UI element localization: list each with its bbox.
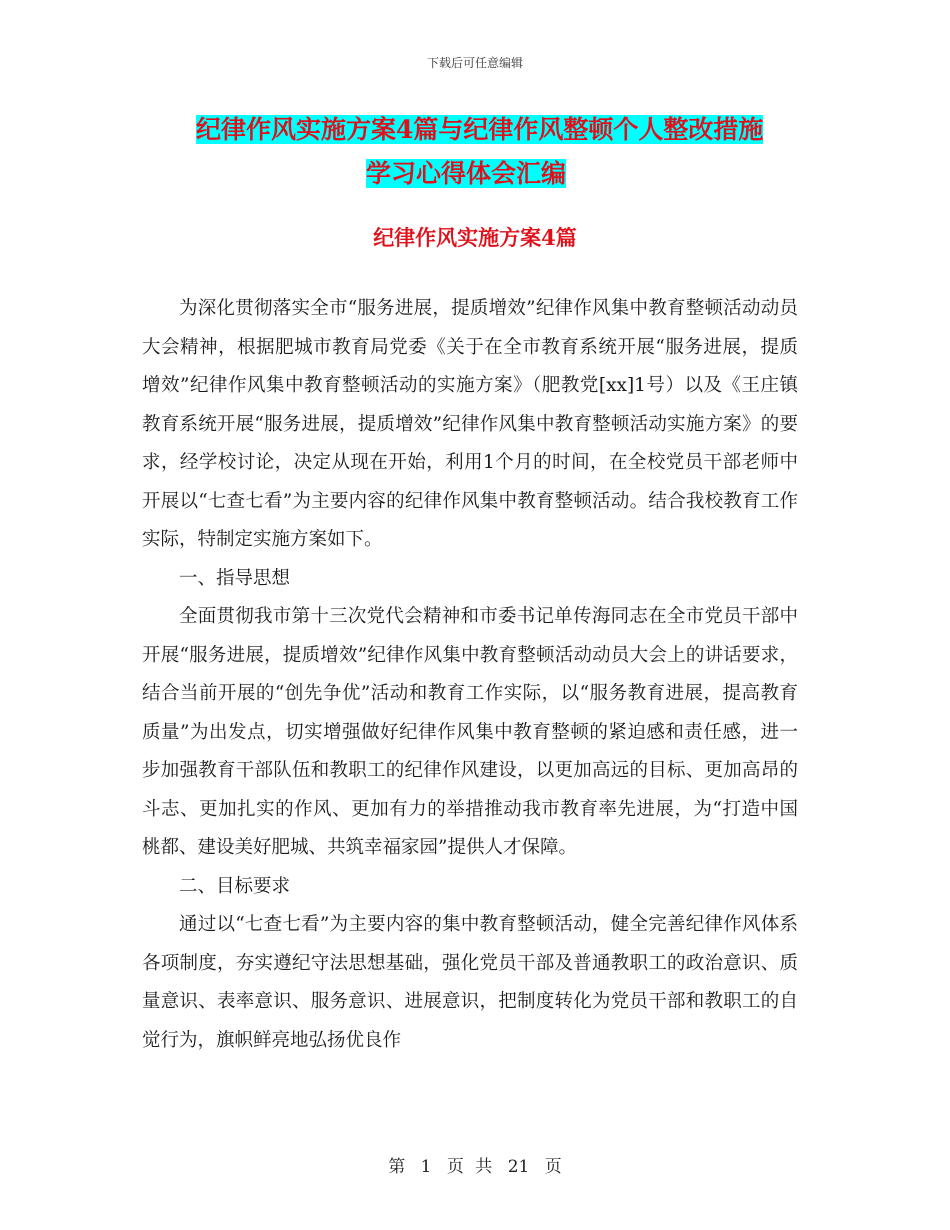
footer-middle: 页 共 — [446, 1157, 493, 1177]
heading-goals: 二、目标要求 — [179, 875, 291, 897]
footer-suffix: 页 — [544, 1157, 562, 1177]
paragraph: 全面贯彻我市第十三次党代会精神和市委书记单传海同志在全市党员干部中开展“服务进展，提质增效”纪律作风集中教育整顿活动动员大会上的讲话要求，结合当前开展的“创先争优”活动和教育工作实际，以“服务教育进展，提高教育质量”为出发点，切实增强做好纪律作风集中教育整顿的紧迫感和责任感，进一步加强教育干部队伍和教职工的纪律作风建设，以更加高远的目标、更加高昂的斗志、更加扎实的作风、更加有力的举措推动我市教育率先进展，为“打造中国桃都、建设美好肥城、共筑幸福家园”提供人才保障。 — [142, 606, 798, 858]
document-title — [196, 108, 806, 196]
total-page-count: 21 — [507, 1157, 530, 1177]
page-footer — [0, 1152, 950, 1177]
paragraph: 通过以“七查七看”为主要内容的集中教育整顿活动，健全完善纪律作风体系各项制度，夯实遵纪守法思想基础，强化党员干部及普通教职工的政治意识、质量意识、表率意识、服务意识、进展意识，把制度转化为党员干部和教职工的自觉行为，旗帜鲜亮地弘扬优良作 — [142, 914, 798, 1051]
heading-guiding-ideology: 一、指导思想 — [179, 567, 291, 589]
section-title: 纪律作风实施方案4篇 — [373, 225, 577, 250]
paragraph: 为深化贯彻落实全市“服务进展，提质增效”纪律作风集中教育整顿活动动员大会精神，根据肥城市教育局党委《关于在全市教育系统开展“服务进展，提质增效”纪律作风集中教育整顿活动的实施方案》（肥教党[xx]1号）以及《王庄镇教育系统开展“服务进展，提质增效”纪律作风集中教育整顿活动实施方案》的要求，经学校讨论，决定从现在开始，利用1个月的时间，在全校党员干部老师中开展以“七查七看”为主要内容的纪律作风集中教育整顿活动。结合我校教育工作实际，特制定实施方案如下。 — [142, 298, 798, 550]
title-line-2 — [196, 152, 806, 196]
current-page-number: 1 — [420, 1157, 432, 1177]
title-line-1 — [196, 108, 806, 152]
body-text — [142, 290, 798, 1060]
header-note: 下载后可任意编辑 — [426, 56, 523, 70]
title-line-1-text: 纪律作风实施方案4篇与纪律作风整顿个人整改措施 — [196, 115, 764, 144]
footer-prefix: 第 — [388, 1157, 406, 1177]
title-line-2-text: 学习心得体会汇编 — [366, 159, 567, 188]
